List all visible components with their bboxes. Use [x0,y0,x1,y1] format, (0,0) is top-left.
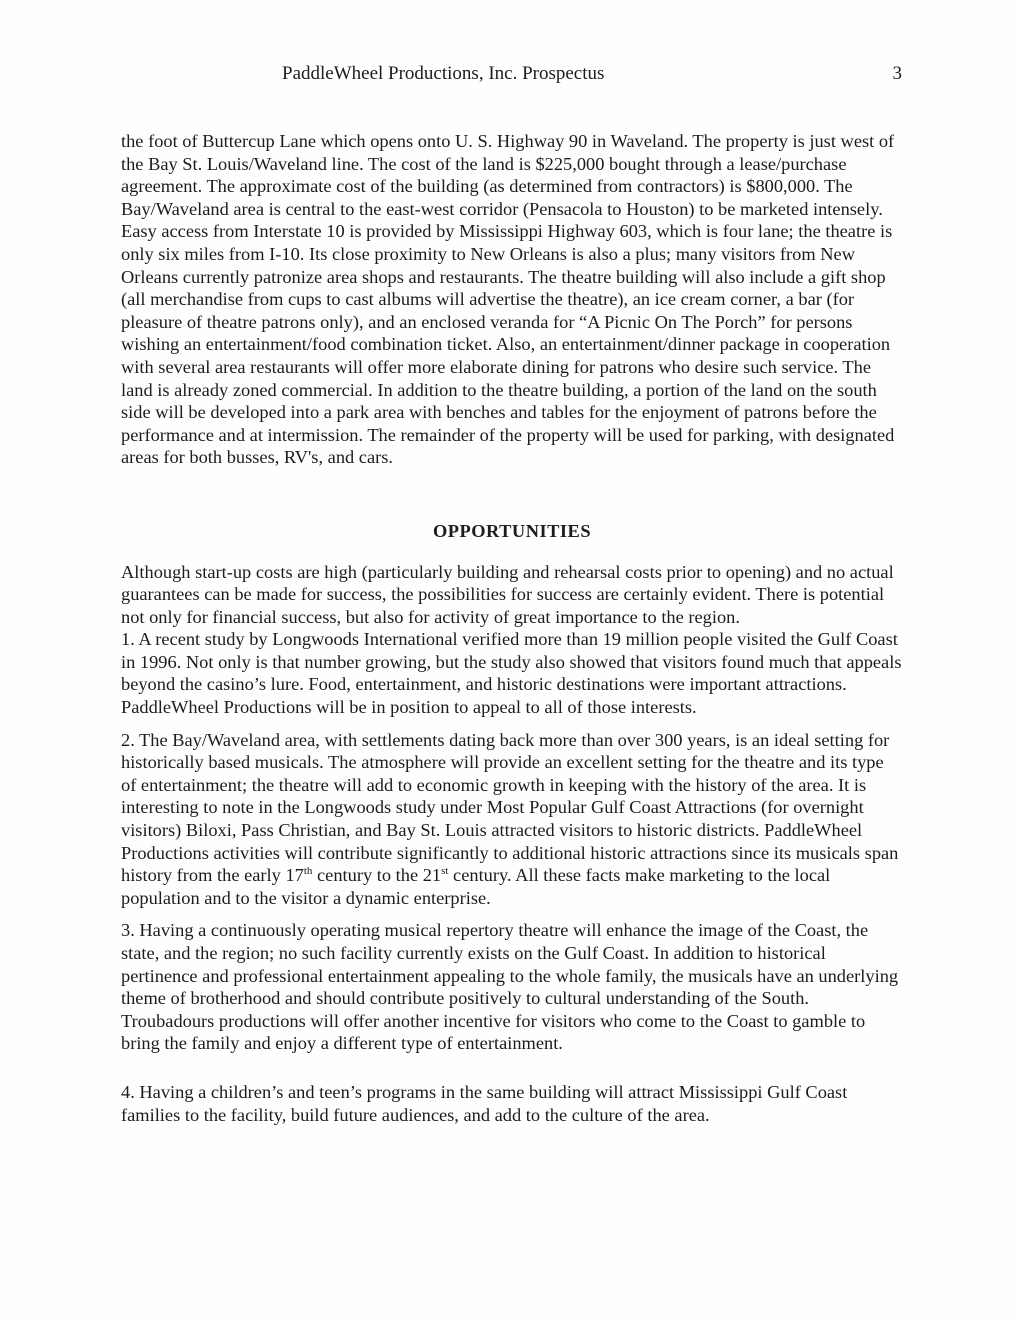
page-content [121,130,903,1126]
superscript-th: th [303,865,313,878]
opportunity-item-1: 1. A recent study by Longwoods International verified more than 19 million people visited the Gulf Coast in 1996. Not only is that number growing, but the study also showed that visitors found much that appeals beyond the casino’s lure. Food, entertainment, and historic destinations were important attractions. PaddleWheel Productions will be in position to appeal to all of those interests. [121,629,902,718]
superscript-st: st [441,865,449,878]
continued-paragraph: the foot of Buttercup Lane which opens onto U. S. Highway 90 in Waveland. The property is just west of the Bay St. Louis/Waveland line. The cost of the land is $225,000 bought through a lease/purchase agreement. The approximate cost of the building (as determined from contractors) is $800,000. The Bay/Waveland area is central to the east-west corridor (Pensacola to Houston) to be marketed intensely. Easy access from Interstate 10 is provided by Mississippi Highway 603, which is four lane; the theatre is only six miles from I-10. Its close proximity to New Orleans is also a plus; many visitors from New Orleans currently patronize area shops and restaurants. The theatre building will also include a gift shop (all merchandise from cups to cast albums will advertise the theatre), an ice cream corner, a bar (for pleasure of theatre patrons only), and an enclosed veranda for “A Picnic On The Porch” for persons wishing an entertainment/food combination ticket. Also, an entertainment/dinner package in cooperation with several area restaurants will offer more elaborate dining for patrons who desire such service. The land is already zoned commercial. In addition to the theatre building, a portion of the land on the south side will be developed into a park area with benches and tables for the enjoyment of patrons before the performance and at intermission. The remainder of the property will be used for parking, with designated areas for both busses, RV's, and cars. [121,131,895,468]
item-2-text-b: century to the 21 [312,865,442,886]
section-heading-opportunities: OPPORTUNITIES [432,520,592,541]
opportunity-item-3: 3. Having a continuously operating musical repertory theatre will enhance the image of the Coast, the state, and the region; no such facility currently exists on the Gulf Coast. In addition to historical pertinence and professional entertainment appealing to the whole family, the musicals have an underlying theme of brotherhood and should contribute positively to cultural understanding of the South. Troubadours productions will offer another incentive for visitors who come to the Coast to gamble to bring the family and enjoy a different type of entertainment. [121,920,899,1054]
item-2-text-c: century. All these facts make marketing to the local population and to the visitor a dynamic enterprise. [121,865,831,908]
opportunity-item-4: 4. Having a children’s and teen’s programs in the same building will attract Mississippi Gulf Coast families to the facility, build future audiences, and add to the culture of the area. [121,1081,848,1125]
opportunities-intro: Although start-up costs are high (particularly building and rehearsal costs prior to opening) and no actual guarantees can be made for success, the possibilities for success are certainly evident. There is potential not only for financial success, but also for activity of great importance to the region. [121,561,894,627]
page-number: 3 [892,63,902,84]
running-header [282,61,902,87]
document-title: PaddleWheel Productions, Inc. Prospectus [282,63,605,84]
opportunity-item-2 [121,729,903,910]
item-2-text-a: 2. The Bay/Waveland area, with settlements dating back more than over 300 years, is an ideal setting for historically based musicals. The atmosphere will provide an excellent setting for the theatre and its type of entertainment; the theatre will add to economic growth in keeping with the history of the area. It is interesting to note in the Longwoods study under Most Popular Gulf Coast Attractions (for overnight visitors) Biloxi, Pass Christian, and Bay St. Louis attracted visitors to historic districts. PaddleWheel Productions activities will contribute significantly to additional historic attractions since its musicals span history from the early 17 [121,729,899,886]
